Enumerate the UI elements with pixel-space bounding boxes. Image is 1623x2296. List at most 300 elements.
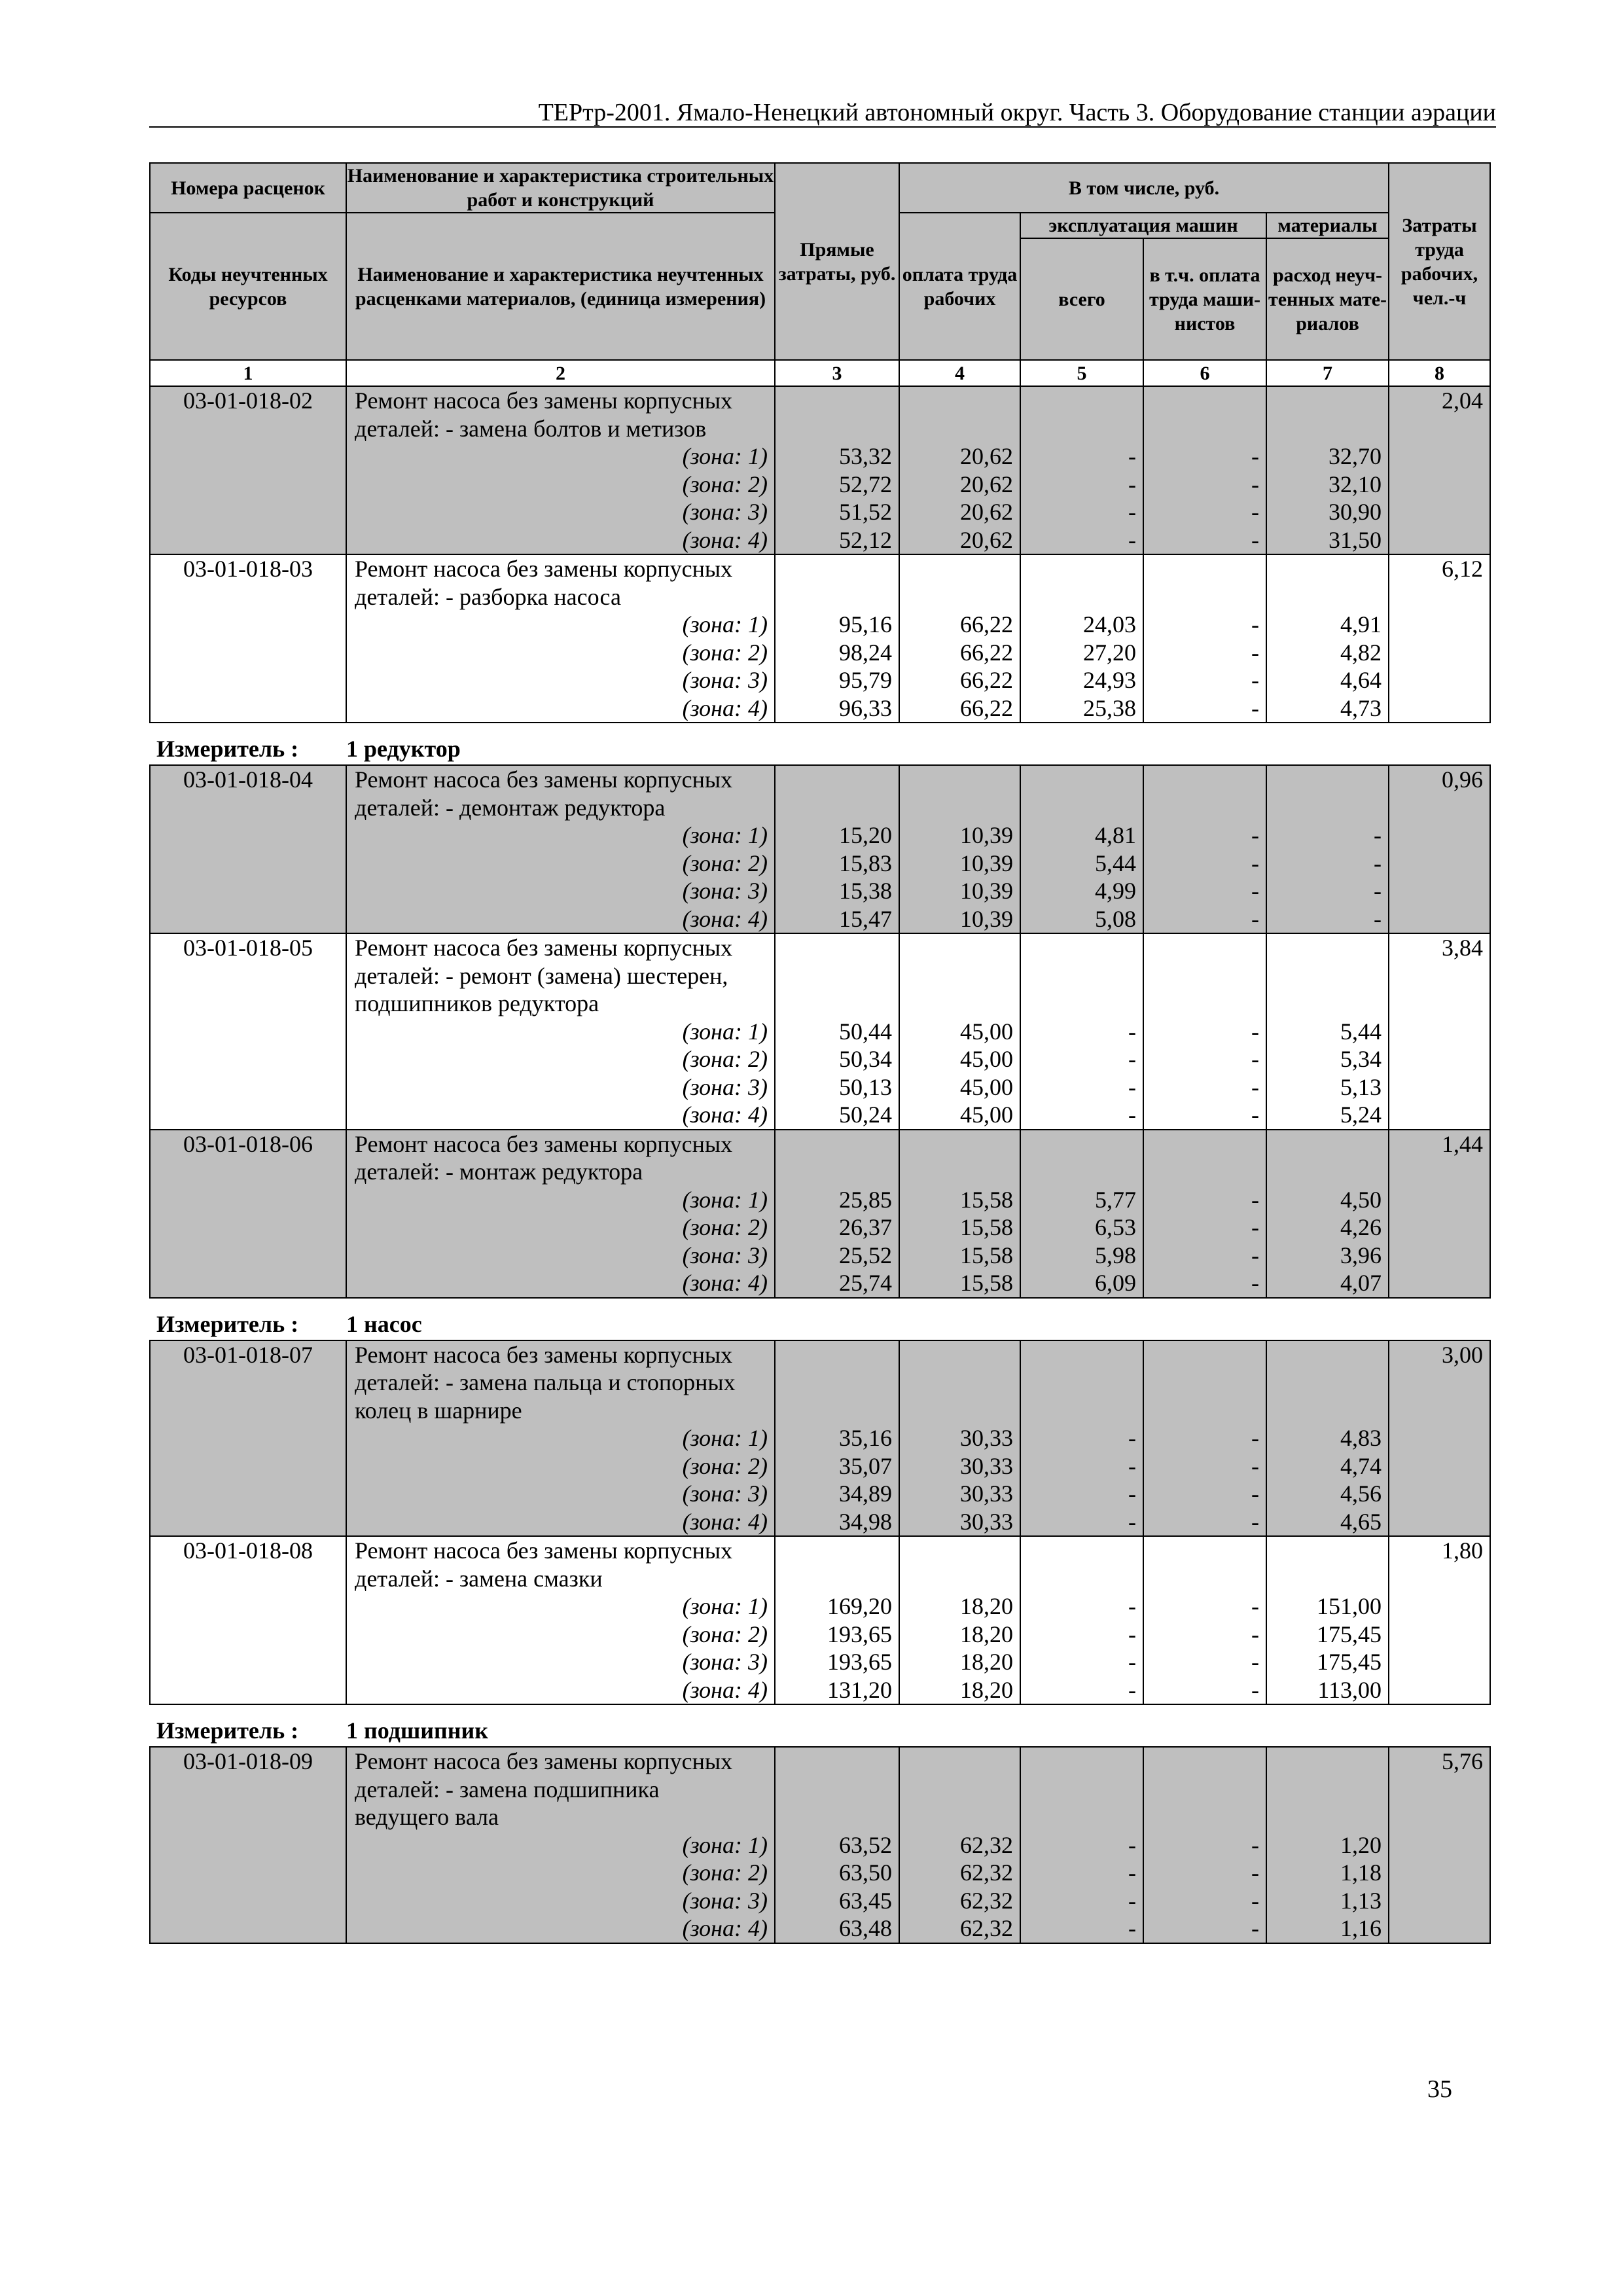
direct-costs: 98,24 xyxy=(775,639,899,667)
zone-row xyxy=(150,1914,1490,1943)
col-number: 4 xyxy=(899,360,1020,386)
empty-cell xyxy=(1389,1213,1490,1242)
empty-cell xyxy=(1389,415,1490,443)
empty-cell xyxy=(899,1369,1020,1397)
header-machine-operation: эксплуатация машин xyxy=(1020,213,1266,238)
materials: 1,16 xyxy=(1266,1914,1389,1943)
operator-pay: - xyxy=(1143,821,1266,850)
materials: 4,64 xyxy=(1266,666,1389,694)
operator-pay: - xyxy=(1143,1914,1266,1943)
empty-cell xyxy=(150,1101,346,1130)
worker-pay: 30,33 xyxy=(899,1508,1020,1537)
materials: 4,65 xyxy=(1266,1508,1389,1537)
operator-pay: - xyxy=(1143,498,1266,526)
header-labor-costs: Затраты труда рабочих, чел.-ч xyxy=(1389,163,1490,360)
materials: - xyxy=(1266,850,1389,878)
empty-cell xyxy=(1020,1340,1143,1369)
empty-cell xyxy=(775,1130,899,1158)
header-unaccounted-materials: расход неуч-тенных мате-риалов xyxy=(1266,238,1389,360)
empty-cell xyxy=(1020,962,1143,990)
empty-cell xyxy=(899,1130,1020,1158)
operator-pay: - xyxy=(1143,1186,1266,1214)
col-number: 6 xyxy=(1143,360,1266,386)
empty-cell xyxy=(1143,1369,1266,1397)
zone-label: (зона: 3) xyxy=(346,877,775,905)
empty-cell xyxy=(775,765,899,794)
empty-cell xyxy=(150,1369,346,1397)
materials: 1,18 xyxy=(1266,1859,1389,1887)
rate-description: деталей: - монтаж редуктора xyxy=(346,1158,775,1186)
zone-row xyxy=(150,639,1490,667)
measurer-label: Измеритель : xyxy=(150,723,346,765)
labor-costs: 6,12 xyxy=(1389,554,1490,583)
worker-pay: 20,62 xyxy=(899,498,1020,526)
empty-cell xyxy=(775,1369,899,1397)
empty-cell xyxy=(1020,1565,1143,1593)
header-rule xyxy=(149,126,1496,128)
empty-cell xyxy=(1389,1592,1490,1621)
rate-description: колец в шарнире xyxy=(346,1397,775,1425)
machine-total: 25,38 xyxy=(1020,694,1143,723)
empty-cell xyxy=(1389,1369,1490,1397)
materials: 4,26 xyxy=(1266,1213,1389,1242)
empty-cell xyxy=(775,554,899,583)
empty-cell xyxy=(1266,386,1389,415)
direct-costs: 15,20 xyxy=(775,821,899,850)
empty-cell xyxy=(775,1747,899,1776)
rate-group xyxy=(150,1747,1490,1943)
rate-description-line xyxy=(150,554,1490,583)
empty-cell xyxy=(775,1397,899,1425)
worker-pay: 10,39 xyxy=(899,821,1020,850)
empty-cell xyxy=(899,765,1020,794)
empty-cell xyxy=(1389,1565,1490,1593)
empty-cell xyxy=(1143,1565,1266,1593)
empty-cell xyxy=(1143,933,1266,962)
machine-total: - xyxy=(1020,1018,1143,1046)
empty-cell xyxy=(1389,850,1490,878)
empty-cell xyxy=(1020,1747,1143,1776)
empty-cell xyxy=(150,526,346,555)
empty-cell xyxy=(1266,1397,1389,1425)
rate-description-line xyxy=(150,1397,1490,1425)
empty-cell xyxy=(775,990,899,1018)
direct-costs: 63,52 xyxy=(775,1831,899,1859)
direct-costs: 15,47 xyxy=(775,905,899,934)
materials: 4,73 xyxy=(1266,694,1389,723)
operator-pay: - xyxy=(1143,1480,1266,1508)
materials: - xyxy=(1266,877,1389,905)
empty-cell xyxy=(1020,386,1143,415)
empty-cell xyxy=(899,583,1020,611)
empty-cell xyxy=(1020,933,1143,962)
rate-description-line xyxy=(150,1158,1490,1186)
direct-costs: 50,34 xyxy=(775,1045,899,1073)
operator-pay: - xyxy=(1143,1831,1266,1859)
worker-pay: 10,39 xyxy=(899,877,1020,905)
empty-cell xyxy=(1143,1536,1266,1565)
rate-description-line xyxy=(150,794,1490,822)
zone-row xyxy=(150,442,1490,471)
rate-code: 03-01-018-06 xyxy=(150,1130,346,1158)
operator-pay: - xyxy=(1143,1018,1266,1046)
rate-code: 03-01-018-02 xyxy=(150,386,346,415)
empty-cell xyxy=(1389,794,1490,822)
empty-cell xyxy=(1266,1536,1389,1565)
labor-costs: 1,44 xyxy=(1389,1130,1490,1158)
worker-pay: 62,32 xyxy=(899,1859,1020,1887)
rate-description: ведущего вала xyxy=(346,1803,775,1831)
machine-total: - xyxy=(1020,1452,1143,1480)
rate-description-line xyxy=(150,1536,1490,1565)
header-codes: Коды неучтенных ресурсов xyxy=(150,213,346,360)
materials: 5,24 xyxy=(1266,1101,1389,1130)
rate-description-line xyxy=(150,415,1490,443)
operator-pay: - xyxy=(1143,1887,1266,1915)
empty-cell xyxy=(150,1676,346,1705)
zone-label: (зона: 1) xyxy=(346,1018,775,1046)
worker-pay: 15,58 xyxy=(899,1186,1020,1214)
empty-cell xyxy=(775,415,899,443)
empty-cell xyxy=(150,877,346,905)
machine-total: - xyxy=(1020,1831,1143,1859)
empty-cell xyxy=(1143,794,1266,822)
zone-row xyxy=(150,1452,1490,1480)
col-number: 2 xyxy=(346,360,775,386)
empty-cell xyxy=(150,1018,346,1046)
empty-cell xyxy=(1389,498,1490,526)
operator-pay: - xyxy=(1143,877,1266,905)
empty-cell xyxy=(1389,1831,1490,1859)
empty-cell xyxy=(1020,1158,1143,1186)
labor-costs: 3,00 xyxy=(1389,1340,1490,1369)
zone-row xyxy=(150,821,1490,850)
rate-description: Ремонт насоса без замены корпусных xyxy=(346,765,775,794)
rate-group xyxy=(150,1340,1490,1537)
machine-total: 5,77 xyxy=(1020,1186,1143,1214)
machine-total: - xyxy=(1020,1424,1143,1452)
empty-cell xyxy=(1143,1776,1266,1804)
empty-cell xyxy=(1266,1565,1389,1593)
direct-costs: 193,65 xyxy=(775,1621,899,1649)
empty-cell xyxy=(1266,1130,1389,1158)
page-header: ТЕРтр-2001. Ямало-Ненецкий автономный округ. Часть 3. Оборудование станции аэрации xyxy=(538,99,1496,126)
worker-pay: 15,58 xyxy=(899,1242,1020,1270)
machine-total: - xyxy=(1020,1480,1143,1508)
worker-pay: 18,20 xyxy=(899,1621,1020,1649)
empty-cell xyxy=(150,850,346,878)
empty-cell xyxy=(150,1397,346,1425)
zone-row xyxy=(150,666,1490,694)
header-operator-pay: в т.ч. оплата труда маши-нистов xyxy=(1143,238,1266,360)
zone-label: (зона: 4) xyxy=(346,1101,775,1130)
rate-description: деталей: - замена подшипника xyxy=(346,1776,775,1804)
materials: 5,34 xyxy=(1266,1045,1389,1073)
empty-cell xyxy=(1389,905,1490,934)
worker-pay: 30,33 xyxy=(899,1452,1020,1480)
direct-costs: 63,50 xyxy=(775,1859,899,1887)
zone-label: (зона: 2) xyxy=(346,639,775,667)
materials: 30,90 xyxy=(1266,498,1389,526)
empty-cell xyxy=(1389,1045,1490,1073)
zone-row xyxy=(150,1831,1490,1859)
operator-pay: - xyxy=(1143,1592,1266,1621)
empty-cell xyxy=(1143,1130,1266,1158)
zone-label: (зона: 3) xyxy=(346,498,775,526)
empty-cell xyxy=(1389,1914,1490,1943)
measurer-value: 1 насос xyxy=(346,1298,1490,1340)
operator-pay: - xyxy=(1143,1073,1266,1102)
measurer-label: Измеритель : xyxy=(150,1298,346,1340)
machine-total: - xyxy=(1020,1621,1143,1649)
materials: 4,91 xyxy=(1266,611,1389,639)
operator-pay: - xyxy=(1143,611,1266,639)
zone-label: (зона: 2) xyxy=(346,1859,775,1887)
operator-pay: - xyxy=(1143,1269,1266,1298)
empty-cell xyxy=(1389,821,1490,850)
direct-costs: 169,20 xyxy=(775,1592,899,1621)
empty-cell xyxy=(1389,442,1490,471)
empty-cell xyxy=(1389,666,1490,694)
empty-cell xyxy=(899,1776,1020,1804)
empty-cell xyxy=(150,821,346,850)
materials: 3,96 xyxy=(1266,1242,1389,1270)
empty-cell xyxy=(1266,962,1389,990)
operator-pay: - xyxy=(1143,850,1266,878)
zone-row xyxy=(150,1073,1490,1102)
empty-cell xyxy=(1389,1242,1490,1270)
empty-cell xyxy=(1266,1776,1389,1804)
machine-total: - xyxy=(1020,498,1143,526)
header-including: В том числе, руб. xyxy=(899,163,1389,213)
empty-cell xyxy=(150,694,346,723)
empty-cell xyxy=(1266,933,1389,962)
labor-costs: 0,96 xyxy=(1389,765,1490,794)
materials: 175,45 xyxy=(1266,1621,1389,1649)
worker-pay: 15,58 xyxy=(899,1213,1020,1242)
empty-cell xyxy=(1020,1130,1143,1158)
rate-group xyxy=(150,1536,1490,1704)
rate-description-line xyxy=(150,765,1490,794)
empty-cell xyxy=(1143,386,1266,415)
zone-label: (зона: 2) xyxy=(346,1452,775,1480)
worker-pay: 18,20 xyxy=(899,1592,1020,1621)
operator-pay: - xyxy=(1143,1242,1266,1270)
empty-cell xyxy=(1389,1158,1490,1186)
direct-costs: 52,72 xyxy=(775,471,899,499)
zone-row xyxy=(150,1101,1490,1130)
zone-label: (зона: 1) xyxy=(346,1186,775,1214)
empty-cell xyxy=(1266,990,1389,1018)
zone-row xyxy=(150,1242,1490,1270)
zone-label: (зона: 4) xyxy=(346,1914,775,1943)
zone-row xyxy=(150,1508,1490,1537)
zone-label: (зона: 3) xyxy=(346,1887,775,1915)
empty-cell xyxy=(1020,765,1143,794)
header-total: всего xyxy=(1020,238,1143,360)
rate-description-line xyxy=(150,990,1490,1018)
rate-description-line xyxy=(150,1776,1490,1804)
empty-cell xyxy=(150,611,346,639)
machine-total: - xyxy=(1020,1676,1143,1705)
rate-description: Ремонт насоса без замены корпусных xyxy=(346,1130,775,1158)
materials: - xyxy=(1266,821,1389,850)
machine-total: - xyxy=(1020,1073,1143,1102)
empty-cell xyxy=(150,415,346,443)
direct-costs: 52,12 xyxy=(775,526,899,555)
zone-label: (зона: 3) xyxy=(346,666,775,694)
zone-row xyxy=(150,1676,1490,1705)
materials: 4,82 xyxy=(1266,639,1389,667)
direct-costs: 15,38 xyxy=(775,877,899,905)
header-work-name: Наименование и характеристика строительных работ и конструкций xyxy=(346,163,775,213)
empty-cell xyxy=(1389,526,1490,555)
empty-cell xyxy=(1389,1452,1490,1480)
materials: 4,56 xyxy=(1266,1480,1389,1508)
empty-cell xyxy=(775,1776,899,1804)
zone-label: (зона: 4) xyxy=(346,1676,775,1705)
empty-cell xyxy=(150,1914,346,1943)
rate-description: Ремонт насоса без замены корпусных xyxy=(346,554,775,583)
empty-cell xyxy=(150,1859,346,1887)
materials: 32,70 xyxy=(1266,442,1389,471)
empty-cell xyxy=(1143,962,1266,990)
rate-description: деталей: - замена смазки xyxy=(346,1565,775,1593)
empty-cell xyxy=(150,442,346,471)
rate-description-line xyxy=(150,1803,1490,1831)
empty-cell xyxy=(150,1621,346,1649)
materials: 4,83 xyxy=(1266,1424,1389,1452)
empty-cell xyxy=(1143,1397,1266,1425)
empty-cell xyxy=(775,1565,899,1593)
empty-cell xyxy=(1389,639,1490,667)
empty-cell xyxy=(1266,1340,1389,1369)
rate-description: Ремонт насоса без замены корпусных xyxy=(346,1536,775,1565)
empty-cell xyxy=(1020,1776,1143,1804)
worker-pay: 62,32 xyxy=(899,1887,1020,1915)
empty-cell xyxy=(150,1073,346,1102)
operator-pay: - xyxy=(1143,442,1266,471)
materials: 5,44 xyxy=(1266,1018,1389,1046)
worker-pay: 66,22 xyxy=(899,611,1020,639)
rate-description: Ремонт насоса без замены корпусных xyxy=(346,1340,775,1369)
empty-cell xyxy=(1389,1480,1490,1508)
empty-cell xyxy=(1266,1369,1389,1397)
empty-cell xyxy=(775,583,899,611)
rate-code: 03-01-018-07 xyxy=(150,1340,346,1369)
worker-pay: 45,00 xyxy=(899,1045,1020,1073)
zone-row xyxy=(150,1859,1490,1887)
rate-description: деталей: - замена пальца и стопорных xyxy=(346,1369,775,1397)
zone-label: (зона: 4) xyxy=(346,1269,775,1298)
rate-group xyxy=(150,554,1490,723)
rate-description-line xyxy=(150,1130,1490,1158)
rate-description: подшипников редуктора xyxy=(346,990,775,1018)
direct-costs: 96,33 xyxy=(775,694,899,723)
zone-row xyxy=(150,1045,1490,1073)
empty-cell xyxy=(1020,1369,1143,1397)
empty-cell xyxy=(1389,1397,1490,1425)
machine-total: - xyxy=(1020,1914,1143,1943)
operator-pay: - xyxy=(1143,666,1266,694)
empty-cell xyxy=(1266,1803,1389,1831)
zone-label: (зона: 2) xyxy=(346,1045,775,1073)
zone-row xyxy=(150,1648,1490,1676)
rate-description-line xyxy=(150,1369,1490,1397)
zone-label: (зона: 2) xyxy=(346,471,775,499)
machine-total: - xyxy=(1020,1592,1143,1621)
zone-row xyxy=(150,498,1490,526)
empty-cell xyxy=(775,1803,899,1831)
rate-code: 03-01-018-05 xyxy=(150,933,346,962)
worker-pay: 20,62 xyxy=(899,442,1020,471)
zone-row xyxy=(150,1592,1490,1621)
empty-cell xyxy=(150,1508,346,1537)
machine-total: 5,98 xyxy=(1020,1242,1143,1270)
empty-cell xyxy=(899,990,1020,1018)
worker-pay: 20,62 xyxy=(899,471,1020,499)
rate-group xyxy=(150,386,1490,554)
machine-total: 5,08 xyxy=(1020,905,1143,934)
rate-description-line xyxy=(150,386,1490,415)
machine-total: - xyxy=(1020,1045,1143,1073)
rate-description: Ремонт насоса без замены корпусных xyxy=(346,933,775,962)
empty-cell xyxy=(150,639,346,667)
empty-cell xyxy=(899,415,1020,443)
zone-row xyxy=(150,850,1490,878)
empty-cell xyxy=(150,990,346,1018)
operator-pay: - xyxy=(1143,905,1266,934)
rate-description: Ремонт насоса без замены корпусных xyxy=(346,386,775,415)
direct-costs: 35,16 xyxy=(775,1424,899,1452)
empty-cell xyxy=(1389,1186,1490,1214)
page-number: 35 xyxy=(1427,2075,1452,2103)
column-number-row xyxy=(150,360,1490,386)
empty-cell xyxy=(1266,1158,1389,1186)
col-number: 3 xyxy=(775,360,899,386)
direct-costs: 50,44 xyxy=(775,1018,899,1046)
operator-pay: - xyxy=(1143,1676,1266,1705)
empty-cell xyxy=(1389,1803,1490,1831)
materials: 31,50 xyxy=(1266,526,1389,555)
machine-total: 6,09 xyxy=(1020,1269,1143,1298)
zone-row xyxy=(150,1621,1490,1649)
worker-pay: 15,58 xyxy=(899,1269,1020,1298)
empty-cell xyxy=(1389,990,1490,1018)
empty-cell xyxy=(1266,1747,1389,1776)
rate-description: деталей: - замена болтов и метизов xyxy=(346,415,775,443)
direct-costs: 63,48 xyxy=(775,1914,899,1943)
empty-cell xyxy=(1389,1859,1490,1887)
worker-pay: 66,22 xyxy=(899,639,1020,667)
labor-costs: 5,76 xyxy=(1389,1747,1490,1776)
worker-pay: 45,00 xyxy=(899,1101,1020,1130)
col-number: 5 xyxy=(1020,360,1143,386)
direct-costs: 53,32 xyxy=(775,442,899,471)
worker-pay: 62,32 xyxy=(899,1831,1020,1859)
empty-cell xyxy=(1389,694,1490,723)
machine-total: 5,44 xyxy=(1020,850,1143,878)
materials: - xyxy=(1266,905,1389,934)
materials: 5,13 xyxy=(1266,1073,1389,1102)
direct-costs: 34,98 xyxy=(775,1508,899,1537)
zone-row xyxy=(150,526,1490,555)
direct-costs: 25,85 xyxy=(775,1186,899,1214)
operator-pay: - xyxy=(1143,694,1266,723)
rate-description-line xyxy=(150,1565,1490,1593)
rate-description-line xyxy=(150,583,1490,611)
empty-cell xyxy=(775,962,899,990)
